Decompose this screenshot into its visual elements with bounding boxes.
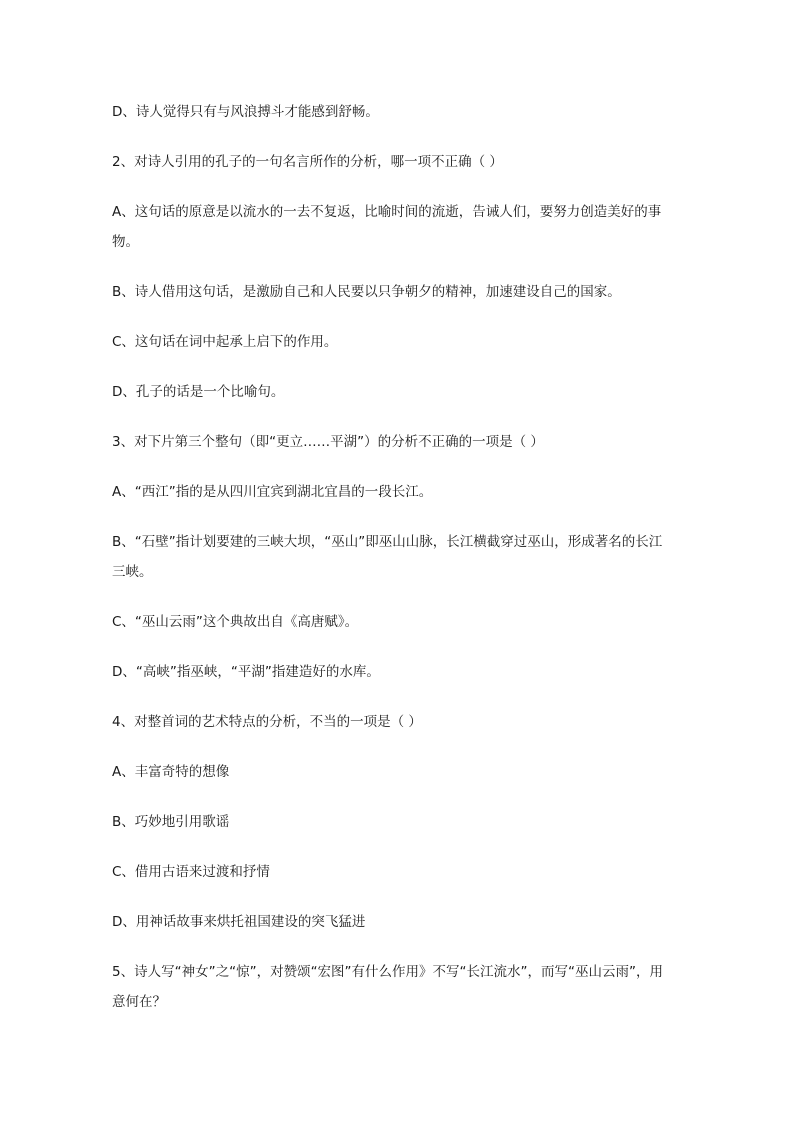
text-line: A、丰富奇特的想像 — [112, 764, 230, 780]
text-line: D、孔子的话是一个比喻句。 — [112, 384, 285, 400]
text-line: C、这句话在词中起承上启下的作用。 — [112, 334, 338, 350]
question-3-stem: 3、对下片第三个整句（即“更立……平湖”）的分析不正确的一项是（ ） — [112, 434, 544, 450]
text-line: C、“巫山云雨”这个典故出自《高唐赋》。 — [112, 614, 359, 630]
text-line: A、“西江”指的是从四川宜宾到湖北宜昌的一段长江。 — [112, 484, 433, 500]
text-line: 物。 — [112, 234, 139, 250]
text-line: B、诗人借用这句话，是激励自己和人民要以只争朝夕的精神，加速建设自己的国家。 — [112, 284, 621, 300]
text-line: 意何在？ — [112, 994, 166, 1010]
text-line: C、借用古语来过渡和抒情 — [112, 864, 270, 880]
text-line: D、诗人觉得只有与风浪搏斗才能感到舒畅。 — [112, 104, 379, 120]
text-line: A、这句话的原意是以流水的一去不复返，比喻时间的流逝，告诫人们，要努力创造美好的事 — [112, 204, 662, 220]
question-5-stem: 5、诗人写“神女”之“惊”，对赞颂“宏图”有什么作用》不写“长江流水”，而写“巫山云雨”，用 — [112, 964, 664, 980]
text-line: B、巧妙地引用歌谣 — [112, 814, 230, 830]
text-line: D、“高峡”指巫峡，“平湖”指建造好的水库。 — [112, 664, 380, 680]
text-line: B、“石壁”指计划要建的三峡大坝，“巫山”即巫山山脉，长江横截穿过巫山，形成著名的长江 — [112, 534, 663, 550]
text-line: 三峡。 — [112, 564, 153, 580]
question-4-stem: 4、对整首词的艺术特点的分析，不当的一项是（ ） — [112, 714, 422, 730]
text-line: D、用神话故事来烘托祖国建设的突飞猛进 — [112, 914, 366, 930]
question-2-stem: 2、对诗人引用的孔子的一句名言所作的分析，哪一项不正确（ ） — [112, 154, 503, 170]
